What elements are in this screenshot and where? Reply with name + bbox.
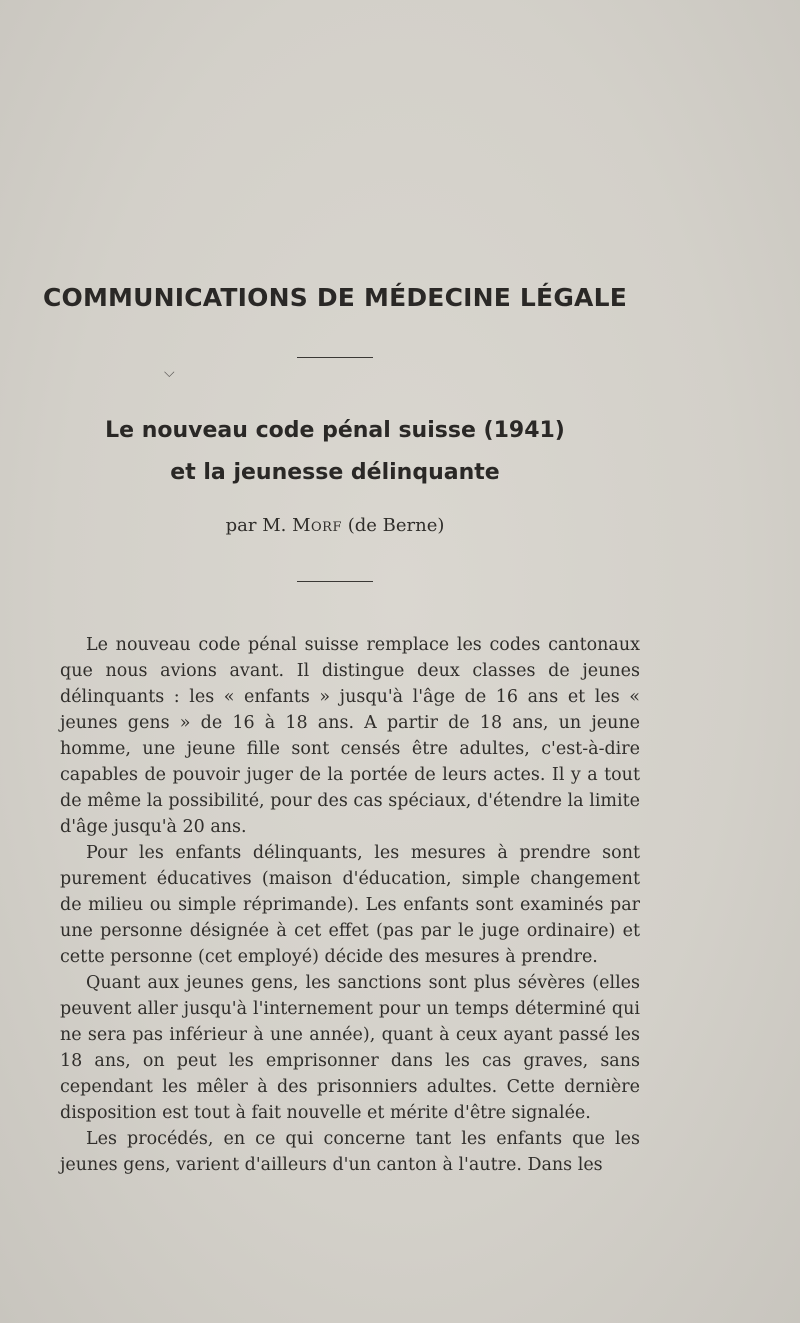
divider-bottom xyxy=(297,581,373,582)
paragraph-4: Les procédés, en ce qui concerne tant les enfants que les jeunes gens, varient d'ailleurs d'un canton à l'autre. Dans les xyxy=(60,1129,640,1175)
byline xyxy=(0,515,670,536)
section-heading: COMMUNICATIONS DE MÉDECINE LÉGALE xyxy=(42,283,628,312)
byline-prefix: par M. xyxy=(225,515,287,536)
divider-top xyxy=(297,357,373,358)
byline-suffix: (de Berne) xyxy=(347,515,445,536)
paragraph-2: Pour les enfants délinquants, les mesures à prendre sont purement éducatives (maison d'éducation, simple changement de milieu ou simple réprimande). Les enfants sont examinés par une personne désignée à cet effet (pas par le juge ordinaire) et cette personne (cet employé) décide des mesures à prendre. xyxy=(60,843,640,967)
paragraph-3: Quant aux jeunes gens, les sanctions sont plus sévères (elles peuvent aller jusqu'à l'internement pour un temps déterminé qui ne sera pas inférieur à une année), quant à ceux ayant passé les 18 ans, on peut les emprisonner dans les cas graves, sans cependant les mêler à des prisonniers adultes. Cette dernière disposition est tout à fait nouvelle et mérite d'être signalée. xyxy=(60,973,640,1123)
check-mark-glyph: ⌵ xyxy=(164,365,175,381)
byline-author: Morf xyxy=(292,515,342,536)
article-body xyxy=(60,632,640,1178)
paragraph-1: Le nouveau code pénal suisse remplace les codes cantonaux que nous avions avant. Il distingue deux classes de jeunes délinquants : les « enfants » jusqu'à l'âge de 16 ans et les « jeunes gens » de 16 à 18 ans. A partir de 18 ans, un jeune homme, une jeune fille sont censés être adultes, c'est-à-dire capables de pouvoir juger de la portée de leurs actes. Il y a tout de même la possibilité, pour des cas spéciaux, d'étendre la limite d'âge jusqu'à 20 ans. xyxy=(60,635,640,837)
article-title-line-2: et la jeunesse délinquante xyxy=(170,460,500,485)
article-title-line-1: Le nouveau code pénal suisse (1941) xyxy=(105,418,565,443)
